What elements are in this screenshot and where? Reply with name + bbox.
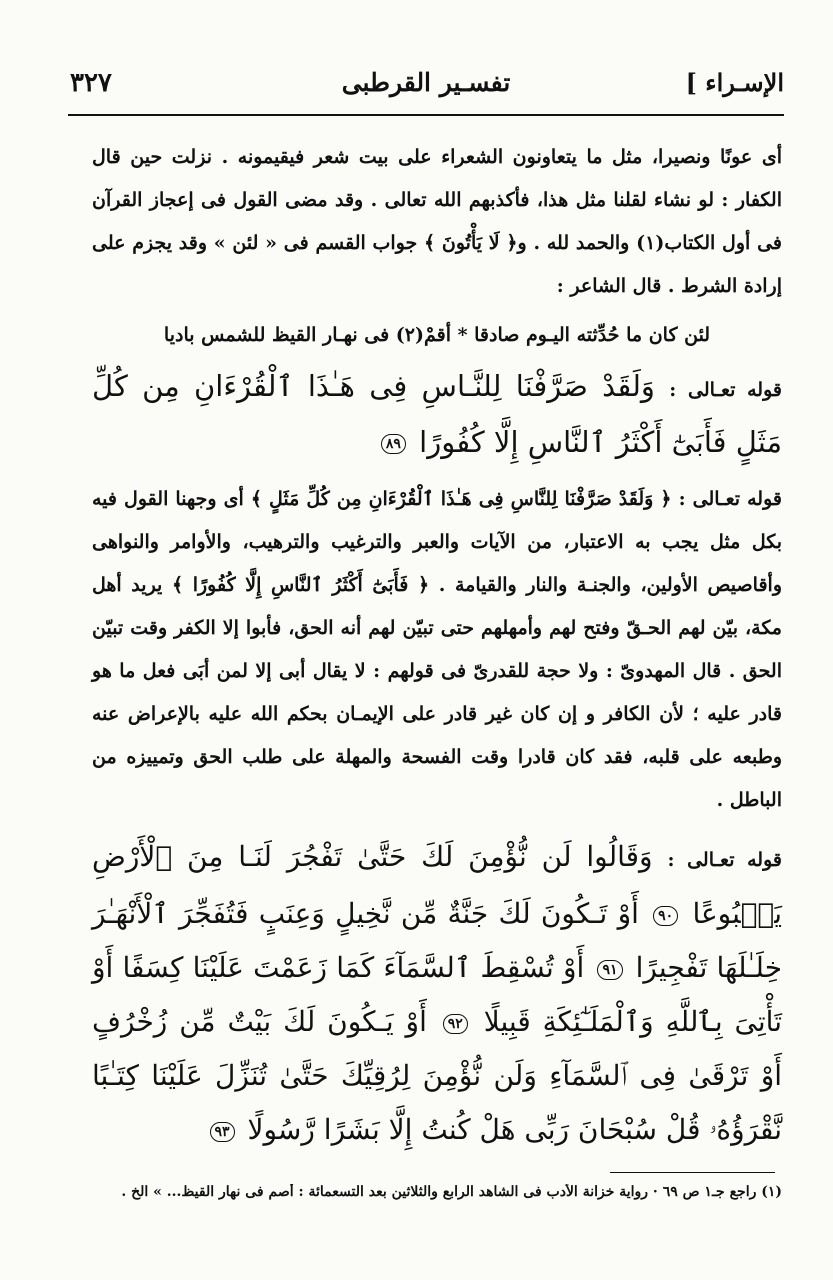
quran-verse-text: أَوْ يَـكُونَ لَكَ بَيْتٌ مِّن زُخْرُفٍ أَوْ تَرْقَىٰ فِى ٱلسَّمَآءِ وَلَن نُّؤْمِنَ لِرُقِيِّكَ حَتَّىٰ تُنَزِّلَ عَلَيْنَا كِتَـٰبًا نَّقْرَؤُهُۥ قُلْ سُبْحَانَ رَبِّى هَلْ كُنتُ إِلَّا بَشَرًا رَّسُولًا <box>92 1005 782 1146</box>
quran-intro: قوله تعـالى : <box>669 379 782 401</box>
page-number: ٣٢٧ <box>70 68 112 98</box>
ayah-number-marker: ٨٩ <box>381 434 406 454</box>
footnote-divider <box>610 1172 775 1173</box>
page-header <box>68 58 784 116</box>
book-title: تفسـير القرطبى <box>341 68 511 97</box>
quran-block-90-93 <box>92 830 782 1157</box>
quran-verse-text: أَوْ تُسْقِطَ ٱلسَّمَآءَ كَمَا زَعَمْتَ عَلَيْنَا كِسَفًا أَوْ تَأْتِىَ بِٱللَّهِ وَٱلْمَلَـٰٓئِكَةِ قَبِيلًا <box>92 951 782 1038</box>
quran-verse-text: وَقَالُوا لَن نُّؤْمِنَ لَكَ حَتَّىٰ تَفْجُرَ لَنَـا مِنَ ٱلْأَرْضِ يَنۢبُوعًا <box>92 840 782 930</box>
quran-block-89 <box>92 360 782 468</box>
ayah-number-marker: ٩٢ <box>443 1014 468 1034</box>
quran-intro: قوله تعـالى : <box>667 849 782 871</box>
poetry-verse: لئن كان ما حُدِّثته اليـوم صادقا * أقمْ(٢) فى نهـار القيظ للشمس باديا <box>163 324 711 346</box>
ayah-number-marker: ٩٠ <box>653 906 678 926</box>
paragraph-1: أى عونًا ونصيرا، مثل ما يتعاونون الشعراء على بيت شعر فيقيمونه . نزلت حين قال الكفار : لو نشاء لقلنا مثل هذا، فأكذبهم الله تعالى . وقد مضى القول فى إعجاز القرآن فى أول الكتاب(١) والحمد لله . و﴿ لَا يَأْتُونَ ﴾ جواب القسم فى « لئن » وقد يجزم على إرادة الشرط . قال الشاعر : <box>92 146 782 297</box>
surah-name: الإسـراء ] <box>685 68 784 97</box>
ayah-number-marker: ٩٣ <box>210 1122 235 1142</box>
quran-verse-text: أَوْ تَـكُونَ لَكَ جَنَّةٌ مِّن نَّخِيلٍ وَعِنَبٍ فَتُفَجِّرَ ٱلْأَنْهَـٰرَ خِلَـٰلَهَا تَفْجِيرًا <box>92 897 782 984</box>
page-body <box>92 136 782 1167</box>
ayah-number-marker: ٩١ <box>597 960 622 980</box>
quran-verse-text: وَلَقَدْ صَرَّفْنَا لِلنَّـاسِ فِى هَـٰذَا ٱلْقُرْءَانِ مِن كُلِّ مَثَلٍ فَأَبَىٰٓ أَكْثَرُ ٱلنَّاسِ إِلَّا كُفُورًا <box>92 369 782 459</box>
footnote: (١) راجع جـ١ ص ٦٩ · رواية خزانة الأدب فى الشاهد الرابع والثلاثين بعد التسعمائة : أصم فى نهار القيظ... » الخ . <box>121 1184 782 1200</box>
paragraph-2: قوله تعـالى : ﴿ وَلَقَدْ صَرَّفْنَا لِلنَّاسِ فِى هَـٰذَا ٱلْقُرْءَانِ مِن كُلِّ مَثَلٍ ﴾ أى وجهنا القول فيه بكل مثل يجب به الاعتبار، من الآيات والعبر والترغيب والترهيب، والأوامر والنواهى وأقاصيص الأولين، والجنـة والنار والقيامة . ﴿ فَأَبَىٰٓ أَكْثَرُ ٱلنَّاسِ إِلَّا كُفُورًا ﴾ يريد أهل مكة، بيّن لهم الحـقّ وفتح لهم وأمهلهم حتى تبيّن لهم أنه الحق، فأبوا إلا الكفر وقت تبيّن الحق . قال المهدوىّ : ولا حجة للقدرىّ فى قولهم : لا يقال أبى إلا لمن أبَى فعل ما هو قادر عليه ؛ لأن الكافر و إن كان غير قادر على الإيمـان بحكم الله عليه بالإعراض عنه وطبعه على قلبه، فقد كان قادرا وقت الفسحة والمهلة على طلب الحق وتمييزه من الباطل . <box>92 488 782 811</box>
